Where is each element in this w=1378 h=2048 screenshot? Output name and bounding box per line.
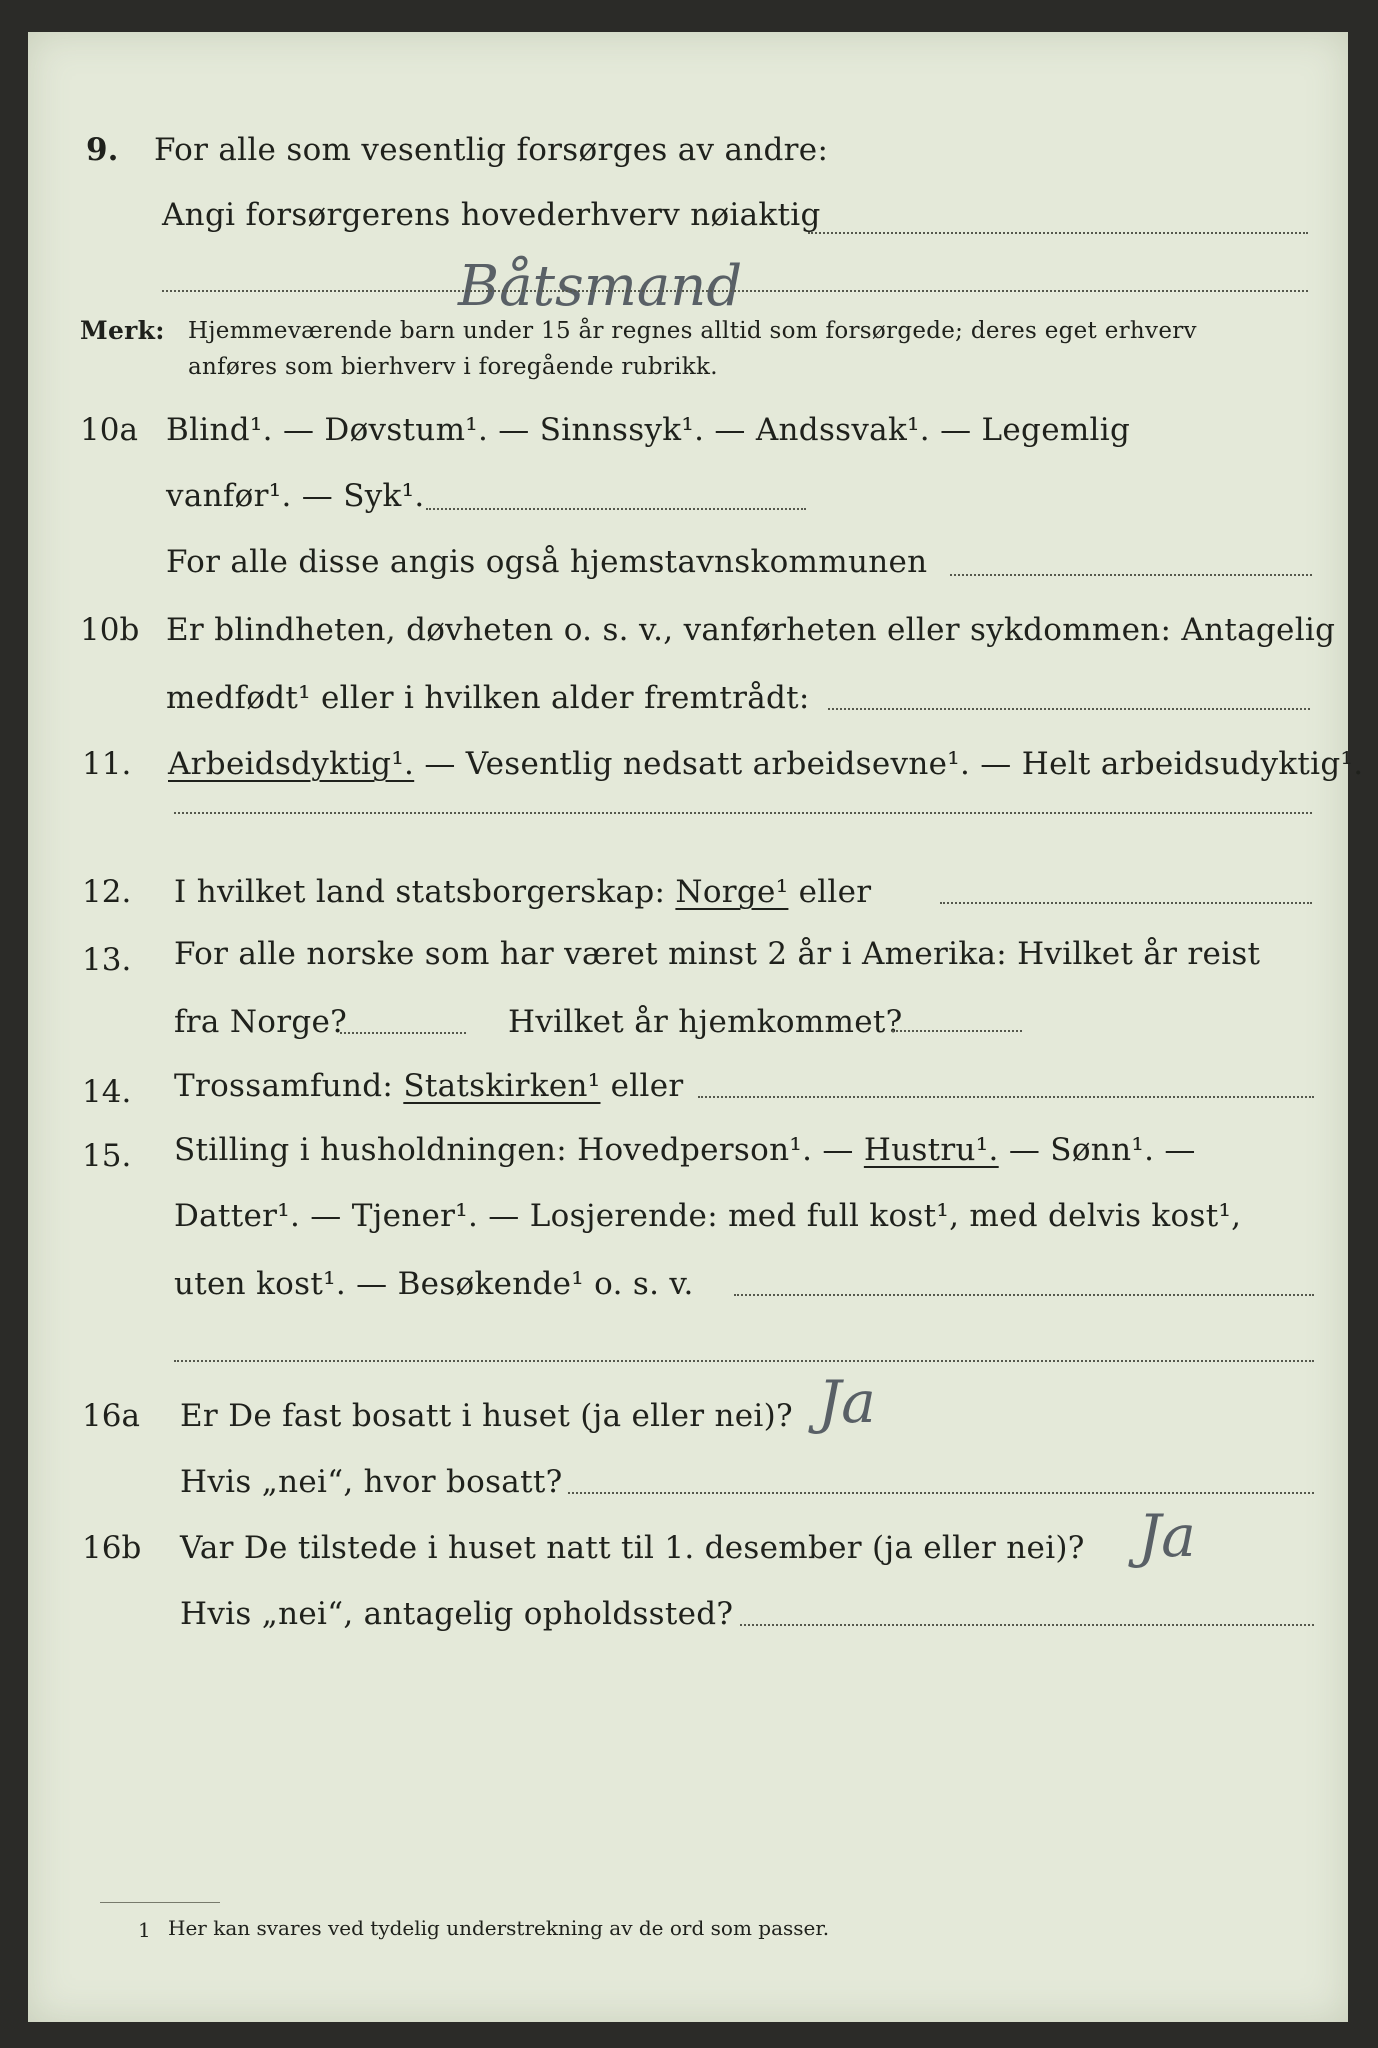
- footnote-text: Her kan svares ved tydelig understrekning av de ord som passer.: [168, 1916, 830, 1940]
- q14-pre: Trossamfund:: [174, 1068, 404, 1104]
- q14-post: eller: [600, 1068, 684, 1104]
- q14-number: 14.: [82, 1074, 132, 1110]
- q13-number: 13.: [82, 942, 132, 978]
- q13-line2a: fra Norge?: [174, 1004, 348, 1040]
- q10a-line3: For alle disse angis også hjemstavnskommunen: [166, 544, 928, 580]
- q15-line1: [174, 1132, 1196, 1168]
- q10b-line1: Er blindheten, døvheten o. s. v., vanførheten eller sykdommen: Antagelig: [166, 612, 1336, 648]
- q16b-line1: Var De tilstede i huset natt til 1. desember (ja eller nei)?: [180, 1530, 1085, 1566]
- q14-answer-line: [698, 1096, 1314, 1098]
- footnote-rule: [100, 1902, 220, 1903]
- merk-line2: anføres som bierhverv i foregående rubrikk.: [188, 354, 718, 380]
- q11-option-underlined: Arbeidsdyktig¹.: [168, 746, 415, 782]
- q9-line2: Angi forsørgerens hovederhverv nøiaktig: [162, 197, 821, 233]
- q10a-hjemstavn-line: [950, 574, 1312, 576]
- merk-label: Merk:: [80, 316, 165, 345]
- q9-answer-line: [808, 232, 1308, 234]
- q11-answer-line: [174, 812, 1312, 814]
- q16b-line2: Hvis „nei“, antagelig opholdssted?: [180, 1596, 734, 1632]
- q11-line: [168, 746, 1363, 782]
- q12-post: eller: [788, 874, 872, 910]
- q10b-line2: medfødt¹ eller i hvilken alder fremtrådt:: [166, 680, 810, 716]
- q9-number: 9.: [86, 132, 119, 168]
- q10a-line2: vanfør¹. — Syk¹.: [166, 478, 425, 514]
- q11-rest: — Vesentlig nedsatt arbeidsevne¹. — Helt arbeidsudyktig¹.: [414, 746, 1364, 782]
- q9-line1: For alle som vesentlig forsørges av andre:: [154, 132, 829, 168]
- q15-answer-line: [734, 1294, 1314, 1296]
- q16a-bosatt-line: [568, 1492, 1314, 1494]
- q13-line1: For alle norske som har været minst 2 år i Amerika: Hvilket år reist: [174, 936, 1261, 972]
- q10a-syk-line: [426, 508, 806, 510]
- q12-line: [174, 874, 871, 910]
- q15-option-underlined: Hustru¹.: [863, 1132, 999, 1168]
- q16a-handwritten-answer: Ja: [818, 1368, 876, 1436]
- q9-handwritten-answer: Båtsmand: [458, 254, 743, 319]
- q16a-line2: Hvis „nei“, hvor bosatt?: [180, 1464, 563, 1500]
- q13-line2b: Hvilket år hjemkommet?: [508, 1004, 903, 1040]
- q12-number: 12.: [82, 874, 132, 910]
- q15-line1a: Stilling i husholdningen: Hovedperson¹. —: [174, 1132, 864, 1168]
- q16a-number: 16a: [82, 1398, 140, 1434]
- q10a-number: 10a: [80, 412, 138, 448]
- q14-option-underlined: Statskirken¹: [403, 1068, 601, 1104]
- q16b-opholdssted-line: [740, 1624, 1314, 1626]
- q15-number: 15.: [82, 1138, 132, 1174]
- q12-option-underlined: Norge¹: [675, 874, 789, 910]
- q16a-line1: Er De fast bosatt i huset (ja eller nei)?: [180, 1398, 793, 1434]
- q14-line: [174, 1068, 684, 1104]
- q15-line2: Datter¹. — Tjener¹. — Losjerende: med full kost¹, med delvis kost¹,: [174, 1198, 1242, 1234]
- q13-reist-line: [340, 1032, 466, 1034]
- q10a-line1: Blind¹. — Døvstum¹. — Sinnssyk¹. — Andssvak¹. — Legemlig: [166, 412, 1131, 448]
- q10b-number: 10b: [80, 612, 140, 648]
- q10b-answer-line: [828, 708, 1310, 710]
- census-form-page: [28, 32, 1364, 2022]
- q11-number: 11.: [82, 746, 132, 782]
- footnote-mark: 1: [138, 1918, 151, 1942]
- q16b-handwritten-answer: Ja: [1138, 1502, 1196, 1570]
- q12-answer-line: [940, 902, 1312, 904]
- q15-line1b: — Sønn¹. —: [998, 1132, 1196, 1168]
- q12-pre: I hvilket land statsborgerskap:: [174, 874, 676, 910]
- q15-answer-line-2: [174, 1360, 1314, 1362]
- q9-answer-line-2: [162, 290, 1308, 292]
- merk-line1: Hjemmeværende barn under 15 år regnes alltid som forsørgede; deres eget erhverv: [188, 318, 1197, 344]
- q16b-number: 16b: [82, 1530, 142, 1566]
- q15-line3: uten kost¹. — Besøkende¹ o. s. v.: [174, 1266, 694, 1302]
- q13-hjemkommet-line: [892, 1030, 1022, 1032]
